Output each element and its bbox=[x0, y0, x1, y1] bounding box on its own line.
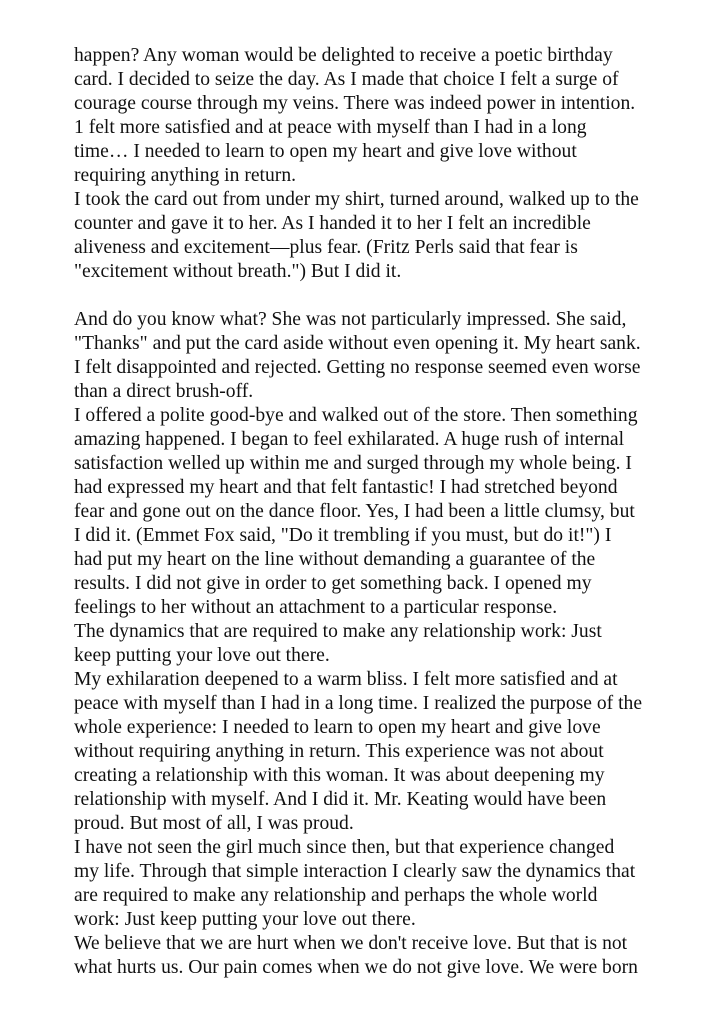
text-line: And do you know what? She was not particularly impressed. She said, bbox=[74, 309, 627, 330]
text-line: 1 felt more satisfied and at peace with myself than I had in a long bbox=[74, 117, 587, 138]
text-line: peace with myself than I had in a long time. I realized the purpose of the bbox=[74, 693, 643, 714]
text-line: without requiring anything in return. This experience was not about bbox=[74, 741, 604, 762]
text-line: courage course through my veins. There was indeed power in intention. bbox=[74, 93, 636, 114]
text-line: "Thanks" and put the card aside without even opening it. My heart sank. bbox=[74, 333, 641, 354]
paragraph bbox=[74, 308, 694, 404]
document-page bbox=[74, 44, 694, 980]
text-line: than a direct brush-off. bbox=[74, 381, 254, 402]
paragraph bbox=[74, 44, 694, 188]
paragraph bbox=[74, 668, 694, 836]
text-line: I took the card out from under my shirt, turned around, walked up to the bbox=[74, 189, 639, 210]
text-line: I have not seen the girl much since then, but that experience changed bbox=[74, 837, 615, 858]
text-line: happen? Any woman would be delighted to receive a poetic birthday bbox=[74, 45, 613, 66]
text-line: had expressed my heart and that felt fantastic! I had stretched beyond bbox=[74, 477, 618, 498]
text-line: amazing happened. I began to feel exhilarated. A huge rush of internal bbox=[74, 429, 625, 450]
text-line: counter and gave it to her. As I handed it to her I felt an incredible bbox=[74, 213, 591, 234]
paragraph bbox=[74, 836, 694, 932]
text-line: had put my heart on the line without demanding a guarantee of the bbox=[74, 549, 596, 570]
text-line: satisfaction welled up within me and surged through my whole being. I bbox=[74, 453, 632, 474]
text-line: time… I needed to learn to open my heart and give love without bbox=[74, 141, 577, 162]
paragraph bbox=[74, 620, 694, 668]
text-line: whole experience: I needed to learn to open my heart and give love bbox=[74, 717, 601, 738]
text-line: fear and gone out on the dance floor. Yes, I had been a little clumsy, but bbox=[74, 501, 635, 522]
text-line: aliveness and excitement—plus fear. (Fritz Perls said that fear is bbox=[74, 237, 578, 258]
text-line: my life. Through that simple interaction I clearly saw the dynamics that bbox=[74, 861, 636, 882]
text-line: are required to make any relationship and perhaps the whole world bbox=[74, 885, 598, 906]
paragraph bbox=[74, 932, 694, 980]
text-line: The dynamics that are required to make any relationship work: Just bbox=[74, 621, 602, 642]
text-line: My exhilaration deepened to a warm bliss. I felt more satisfied and at bbox=[74, 669, 618, 690]
paragraph bbox=[74, 404, 694, 620]
text-line: what hurts us. Our pain comes when we do not give love. We were born bbox=[74, 957, 638, 978]
text-line: requiring anything in return. bbox=[74, 165, 297, 186]
text-line: We believe that we are hurt when we don't receive love. But that is not bbox=[74, 933, 628, 954]
text-line: I offered a polite good-bye and walked out of the store. Then something bbox=[74, 405, 638, 426]
text-line: proud. But most of all, I was proud. bbox=[74, 813, 354, 834]
text-line: creating a relationship with this woman. It was about deepening my bbox=[74, 765, 605, 786]
paragraph bbox=[74, 188, 694, 284]
text-line: I felt disappointed and rejected. Getting no response seemed even worse bbox=[74, 357, 641, 378]
text-line: card. I decided to seize the day. As I made that choice I felt a surge of bbox=[74, 69, 619, 90]
text-line: work: Just keep putting your love out there. bbox=[74, 909, 416, 930]
paragraph-gap bbox=[74, 284, 694, 308]
text-line: feelings to her without an attachment to a particular response. bbox=[74, 597, 558, 618]
text-line: I did it. (Emmet Fox said, "Do it trembling if you must, but do it!") I bbox=[74, 525, 612, 546]
text-line: keep putting your love out there. bbox=[74, 645, 330, 666]
text-line: results. I did not give in order to get something back. I opened my bbox=[74, 573, 592, 594]
text-line: relationship with myself. And I did it. Mr. Keating would have been bbox=[74, 789, 607, 810]
text-line: "excitement without breath.") But I did it. bbox=[74, 261, 402, 282]
